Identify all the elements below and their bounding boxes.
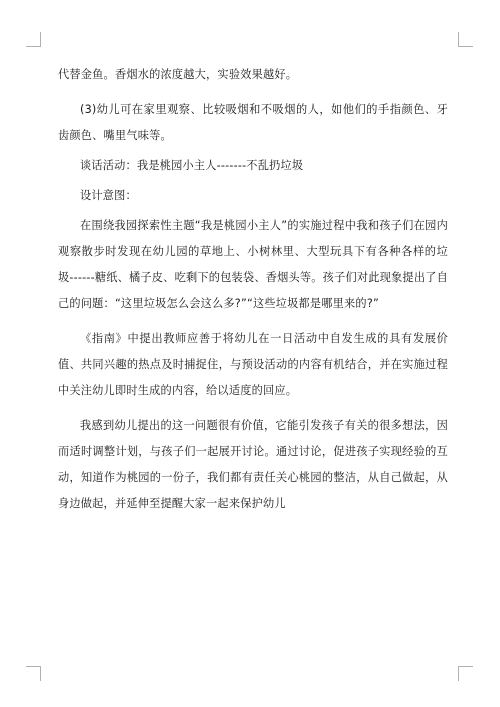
- document-body: [58, 62, 448, 517]
- paragraph-observation-tip: (3)幼儿可在家里观察、比较吸烟和不吸烟的人，如他们的手指颜色、牙齿颜色、嘴里气味等。: [58, 103, 448, 142]
- paragraph-continuation: 代替金鱼。香烟水的浓度越大，实验效果越好。: [58, 68, 298, 81]
- paragraph-activity-title: 谈话活动：我是桃园小主人-------不乱扔垃圾: [80, 159, 304, 172]
- paragraph-design-intent-heading: 设计意图：: [80, 189, 137, 202]
- paragraph-design-intent: 在围绕我园探索性主题“我是桃园小主人”的实施过程中我和孩子们在园内观察散步时发现在幼儿园的草地上、小树林里、大型玩具下有各种各样的垃圾------糖纸、橘子皮、吃剩下的包装袋、香烟头等。孩子们对此现象提出了自己的问题：“这里垃圾怎么会这么多?”“这些垃圾都是哪里来的?”: [58, 219, 448, 310]
- paragraph-reflection: 我感到幼儿提出的这一问题很有价值，它能引发孩子有关的很多想法，因而适时调整计划，与孩子们一起展开讨论。通过讨论，促进孩子实现经验的互动，知道作为桃园的一份子，我们都有责任关心桃园的整洁，从自己做起，从身边做起，并延伸至提醒大家一起来保护幼儿: [58, 419, 448, 510]
- crop-mark-bottom-right: [458, 666, 473, 681]
- crop-mark-top-left: [26, 32, 41, 47]
- paragraph-guideline: 《指南》中提出教师应善于将幼儿在一日活动中自发生成的具有发展价值、共同兴趣的热点及时捕捉住，与预设活动的内容有机结合，并在实施过程中关注幼儿即时生成的内容，给以适度的回应。: [58, 332, 448, 397]
- crop-mark-bottom-left: [26, 666, 41, 681]
- crop-mark-top-right: [458, 32, 473, 47]
